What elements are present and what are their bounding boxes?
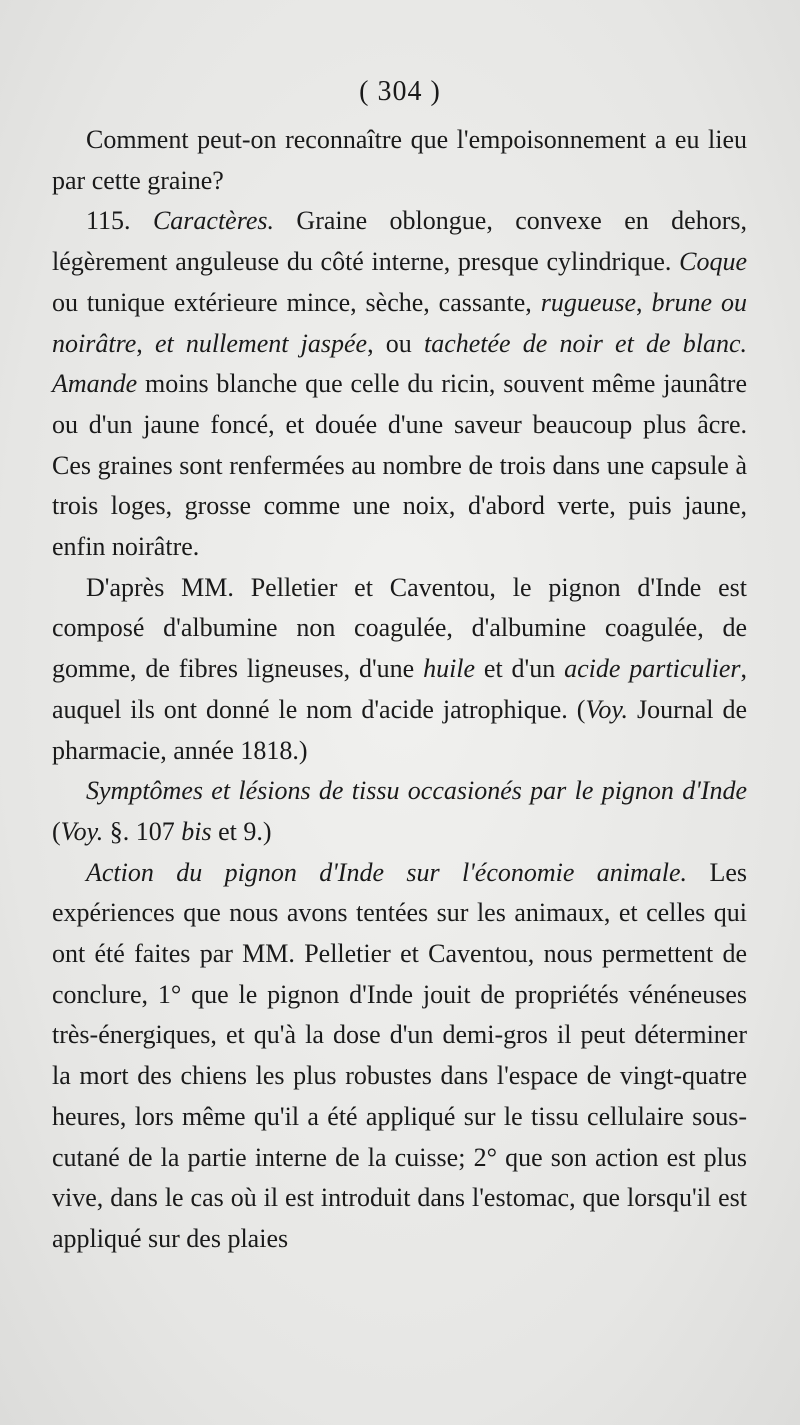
italic-term: tachetée de noir et de blanc.: [423, 328, 748, 358]
text-run: D'après MM. Pelletier et Caventou, le pignon d'Inde est composé d'albumine non coagulée, d'albumine coagulée, de gomme, de fibres ligneuses, d'une: [52, 572, 747, 684]
text-run: , auquel ils ont donné le nom d'acide jatrophique. (: [52, 654, 748, 724]
italic-term: brune ou noirâtre: [52, 287, 747, 358]
text-run: Graine oblongue, convexe en dehors, légèrement anguleuse du côté interne, presque cylindrique.: [52, 206, 747, 277]
text-run: et 9.): [211, 816, 272, 846]
text-run: ,: [636, 287, 652, 317]
text-run: ou tunique extérieure mince, sèche, cassante,: [52, 287, 541, 317]
italic-term: Amande: [52, 369, 138, 399]
text-run: Journal de pharmacie, année 1818.): [52, 694, 747, 765]
italic-term: Coque: [679, 247, 747, 277]
paragraph-question: [52, 120, 747, 201]
paragraph-symptomes: [52, 771, 747, 852]
question-text: Comment peut-on reconnaître que l'empoisonnement a eu lieu par cette graine?: [52, 125, 747, 195]
text-run: ,: [136, 328, 155, 358]
section-heading: Caractères.: [152, 206, 275, 236]
italic-term: bis: [181, 816, 212, 846]
paragraph-composition: [52, 568, 747, 772]
italic-heading: Action du pignon d'Inde sur l'économie animale.: [86, 857, 688, 887]
paragraph-action: [52, 853, 747, 1260]
italic-term: et nullement jaspée: [154, 328, 368, 358]
italic-term: Voy.: [585, 694, 628, 724]
text-run: Les expériences que nous avons tentées sur les animaux, et celles qui ont été faites par MM. Pelletier et Caventou, nous permettent de conclure, 1° que le pignon d'Inde jouit de propriétés vénéneuses très-énergiques, et qu'à la dose d'un demi-gros il peut déterminer la mort des chiens les plus robustes dans l'espace de vingt-quatre heures, lors même qu'il a été appliqué sur le tissu cellulaire sous-cutané de la partie interne de la cuisse; 2° que son action est plus vive, dans le cas où il est introduit dans l'estomac, que lorsqu'il est appliqué sur des plaies: [52, 857, 747, 1253]
italic-term: acide particulier: [564, 654, 741, 684]
page-number: ( 304 ): [359, 76, 441, 107]
italic-term: rugueuse: [540, 287, 637, 317]
italic-heading: Symptômes et lésions de tissu occasionés par le pignon d'Inde: [86, 776, 747, 806]
text-run: , ou: [367, 328, 424, 358]
section-number: 115.: [86, 206, 153, 236]
italic-term: huile: [423, 654, 476, 684]
text-run: (: [52, 816, 61, 846]
text-run: §. 107: [103, 816, 182, 846]
page-body: [52, 120, 747, 1260]
text-run: moins blanche que celle du ricin, souvent même jaunâtre ou d'un jaune foncé, et douée d'une saveur beaucoup plus âcre. Ces graines sont renfermées au nombre de trois dans une capsule à trois loges, grosse comme une noix, d'abord verte, puis jaune, enfin noirâtre.: [52, 369, 747, 562]
paragraph-caracteres: [52, 201, 747, 567]
italic-term: Voy.: [60, 816, 104, 846]
text-run: et d'un: [475, 654, 565, 684]
